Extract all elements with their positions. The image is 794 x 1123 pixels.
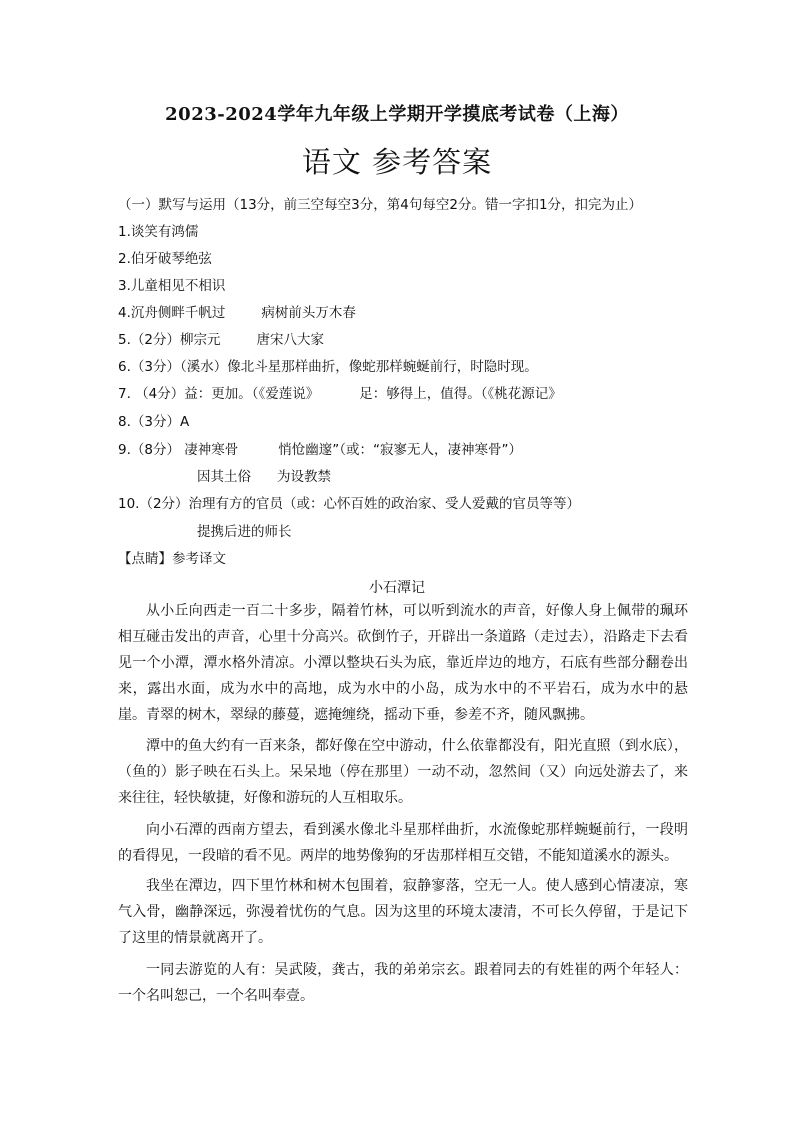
essay-paragraph-3: 向小石潭的西南方望去，看到溪水像北斗星那样曲折，水流像蛇那样蜿蜒前行，一段明的看得见，一段暗的看不见。两岸的地势像狗的牙齿那样相互交错，不能知道溪水的源头。 [118,822,688,864]
note-heading: 【点睛】参考译文 [118,551,226,567]
section-heading: （一）默写与运用（13分，前三空每空3分，第4句每空2分。错一字扣1分，扣完为止） [118,197,643,213]
essay-paragraph-5: 一同去游览的人有：吴武陵，龚古，我的弟弟宗玄。跟着同去的有姓崔的两个年轻人：一个名叫恕己，一个名叫奉壹。 [118,962,688,1004]
answer-9 [118,441,522,459]
answer-9-part-b: 悄怆幽邃”（或：“寂寥无人，凄神寒骨”） [278,442,522,458]
essay-title: 小石潭记 [369,580,425,596]
answer-1: 1.谈笑有鸿儒 [118,224,199,240]
answer-8: 8.（3分）A [118,414,190,430]
answer-4-part-b: 病树前头万木春 [261,305,356,321]
answer-2: 2.伯牙破琴绝弦 [118,251,212,267]
answer-7 [118,385,562,403]
answer-5-part-b: 唐宋八大家 [256,332,324,348]
answer-4 [118,304,356,322]
answer-4-part-a: 4.沉舟侧畔千帆过 [118,305,226,321]
answer-10: 10.（2分）治理有方的官员（或：心怀百姓的政治家、受人爱戴的官员等等） [118,496,581,512]
answer-3: 3.儿童相见不相识 [118,278,226,294]
answer-5 [118,331,324,349]
answer-9-part-c: 因其土俗 [197,469,251,485]
essay-paragraph-1: 从小丘向西走一百二十多步，隔着竹林，可以听到流水的声音，好像人身上佩带的珮环相互碰击发出的声音，心里十分高兴。砍倒竹子，开辟出一条道路（走过去），沿路走下去看见一个小潭，潭水格外清凉。小潭以整块石头为底，靠近岸边的地方，石底有些部分翻卷出来，露出水面，成为水中的高地，成为水中的小岛，成为水中的不平岩石，成为水中的悬崖。青翠的树木，翠绿的藤蔓，遮掩缠绕，摇动下垂，参差不齐，随风飘拂。 [118,603,688,723]
answer-9-part-a: 9.（8分） 凄神寒骨 [118,442,239,458]
answer-9-line-2 [197,468,331,486]
answer-5-part-a: 5.（2分）柳宗元 [118,332,221,348]
exam-title: 2023-2024学年九年级上学期开学摸底考试卷（上海） [165,104,629,125]
essay-paragraph-2: 潭中的鱼大约有一百来条，都好像在空中游动，什么依靠都没有，阳光直照（到水底），（鱼的）影子映在石头上。呆呆地（停在那里）一动不动，忽然间（又）向远处游去了，来来往往，轻快敏捷，好像和游玩的人互相取乐。 [118,738,688,806]
answer-9-part-d: 为设教禁 [277,469,331,485]
essay-paragraph-4: 我坐在潭边，四下里竹林和树木包围着，寂静寥落，空无一人。使人感到心情凄凉，寒气入骨，幽静深远，弥漫着忧伤的气息。因为这里的环境太凄清，不可长久停留，于是记下了这里的情景就离开了。 [118,878,688,946]
answer-7-part-a: 7. （4分）益：更加。（《爱莲说》 [118,386,320,402]
answer-10-line-2: 提携后进的师长 [197,524,292,540]
answer-key-subtitle: 语文 参考答案 [301,145,493,179]
answer-6: 6.（3分）（溪水）像北斗星那样曲折，像蛇那样蜿蜒前行，时隐时现。 [118,359,538,375]
answer-7-part-b: 足：够得上，值得。（《桃花源记》 [359,386,562,402]
